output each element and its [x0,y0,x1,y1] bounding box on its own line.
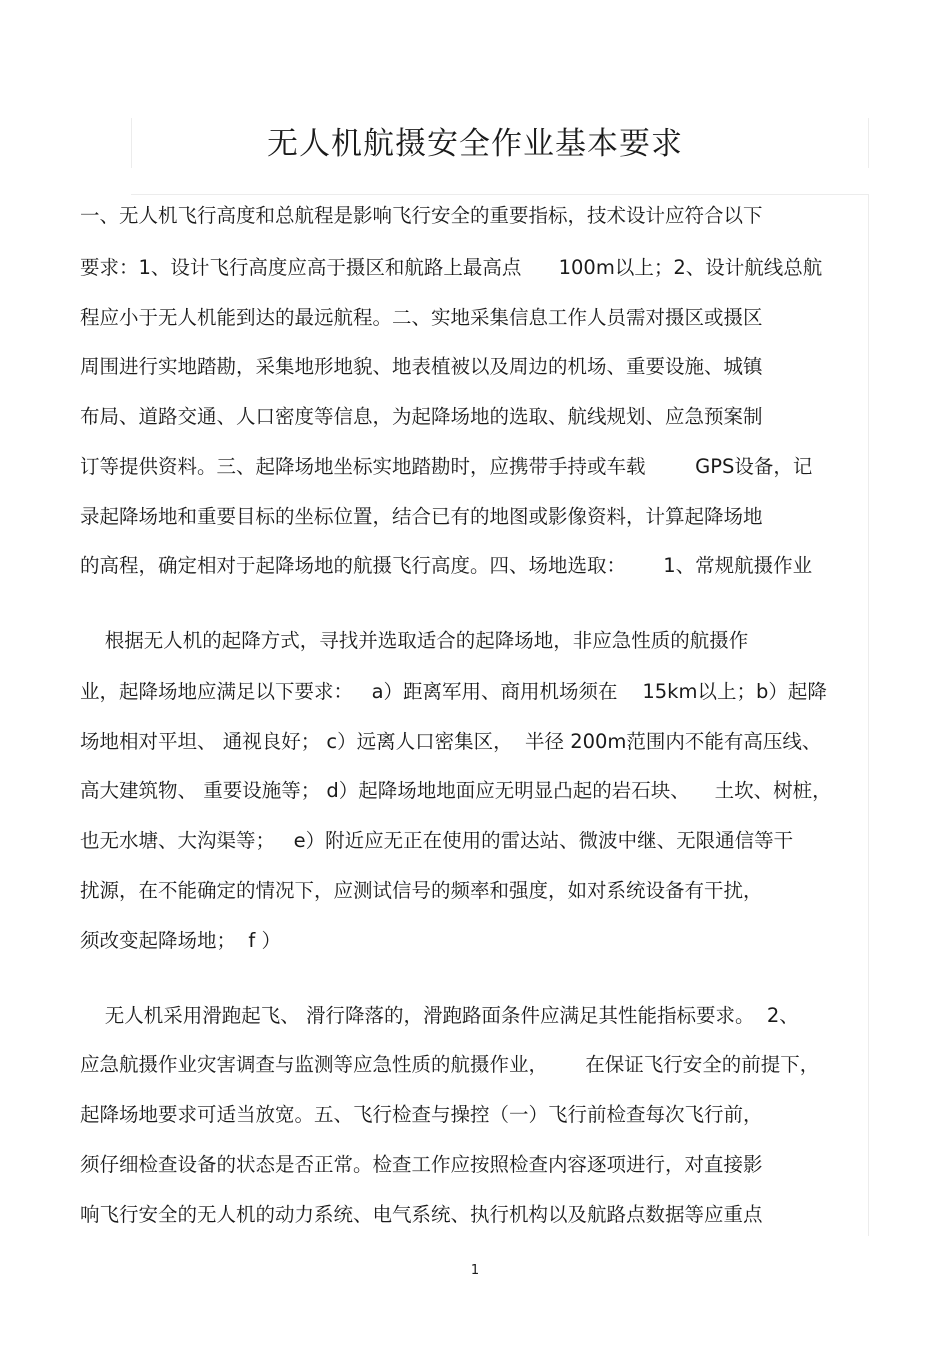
document-title: 无人机航摄安全作业基本要求 [267,126,683,162]
paragraph-1-line-2: 要求：1、设计飞行高度应高于摄区和航路上最高点 100m以上；2、设计航线总航 [80,256,823,279]
paragraph-1-line-4: 周围进行实地踏勘，采集地形地貌、地表植被以及周边的机场、重要设施、城镇 [80,355,763,378]
frame-line-right [868,194,869,1236]
paragraph-2-line-1: 根据无人机的起降方式，寻找并选取适合的起降场地，非应急性质的航摄作 [80,629,749,652]
paragraph-1-line-1: 一、无人机飞行高度和总航程是影响飞行安全的重要指标，技术设计应符合以下 [80,204,763,227]
paragraph-1-line-5: 布局、道路交通、人口密度等信息，为起降场地的选取、航线规划、应急预案制 [80,405,763,428]
paragraph-1-line-7: 录起降场地和重要目标的坐标位置，结合已有的地图或影像资料，计算起降场地 [80,505,763,528]
paragraph-2-line-4: 高大建筑物、 重要设施等； d）起降场地地面应无明显凸起的岩石块、 土坎、树桩， [80,779,832,802]
paragraph-3-line-5: 响飞行安全的无人机的动力系统、电气系统、执行机构以及航路点数据等应重点 [80,1203,763,1226]
paragraph-2-line-2: 业，起降场地应满足以下要求： a）距离军用、商用机场须在 15km以上；b）起降 [80,680,827,703]
paragraph-2-line-5: 也无水塘、大沟渠等； e）附近应无正在使用的雷达站、微波中继、无限通信等干 [80,829,794,852]
paragraph-3-line-4: 须仔细检查设备的状态是否正常。检查工作应按照检查内容逐项进行，对直接影 [80,1153,763,1176]
page-number: 1 [470,1263,480,1278]
paragraph-3-line-1: 无人机采用滑跑起飞、 滑行降落的，滑跑路面条件应满足其性能指标要求。 2、 [80,1004,799,1027]
paragraph-2-line-7: 须改变起降场地； f ） [80,929,281,952]
paragraph-2-line-6: 扰源，在不能确定的情况下，应测试信号的频率和强度，如对系统设备有干扰， [80,879,763,902]
paragraph-1-line-6: 订等提供资料。三、起降场地坐标实地踏勘时，应携带手持或车载 GPS设备，记 [80,455,813,478]
paragraph-2-line-3: 场地相对平坦、 通视良好； c）远离人口密集区， 半径 200m范围内不能有高压线、 [80,730,822,753]
paragraph-1-line-8: 的高程，确定相对于起降场地的航摄飞行高度。四、场地选取： 1、常规航摄作业 [80,554,813,577]
frame-line-divider [131,194,869,195]
paragraph-1-line-3: 程应小于无人机能到达的最远航程。二、实地采集信息工作人员需对摄区或摄区 [80,306,763,329]
paragraph-3-line-3: 起降场地要求可适当放宽。五、飞行检查与操控（一）飞行前检查每次飞行前， [80,1103,763,1126]
paragraph-3-line-2: 应急航摄作业灾害调查与监测等应急性质的航摄作业， 在保证飞行安全的前提下， [80,1053,820,1076]
